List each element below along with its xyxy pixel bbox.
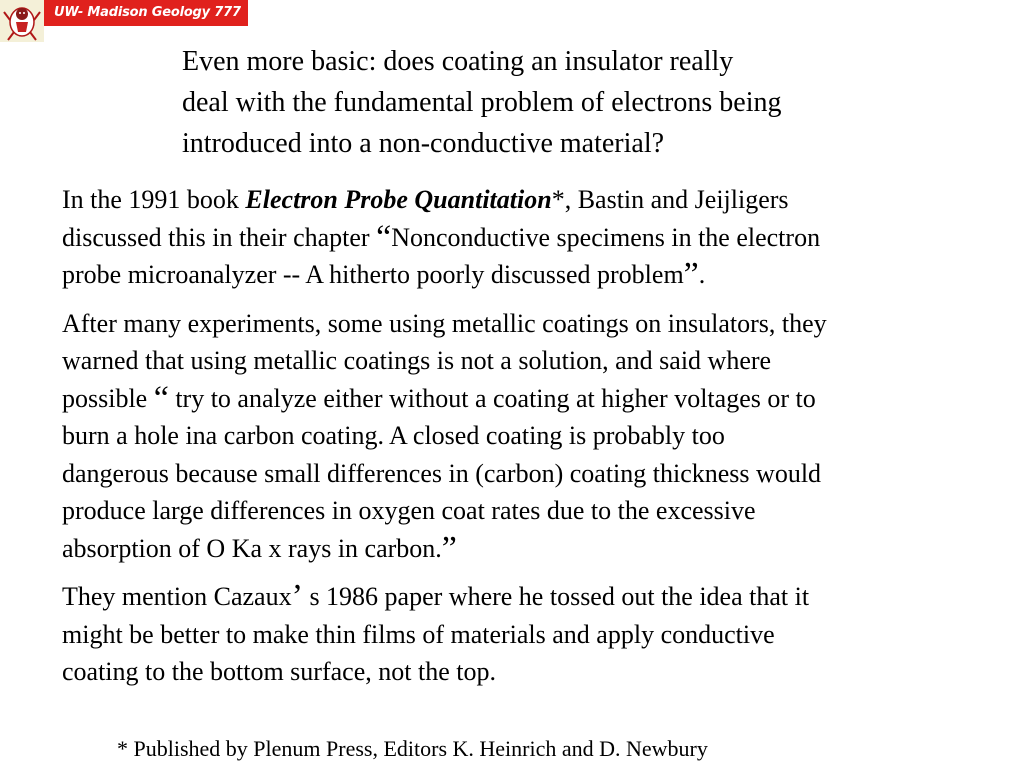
header-logo: [0, 0, 250, 42]
footnote: * Published by Plenum Press, Editors K. Heinrich and D. Newbury: [117, 736, 708, 761]
paragraph-experiments: [62, 305, 992, 568]
open-quote-mark: “: [153, 379, 169, 417]
department-banner: UW- Madison Geology 777: [44, 0, 248, 26]
open-quote-mark: “: [376, 218, 392, 256]
apostrophe-mark: ’: [291, 578, 303, 615]
text-line: coating to the bottom surface, not the top.: [62, 657, 496, 686]
text-line: burn a hole ina carbon coating. A closed coating is probably too: [62, 421, 725, 450]
text-line: warned that using metallic coatings is not a solution, and said where: [62, 346, 772, 375]
question-line: introduced into a non-conductive material?: [182, 128, 665, 159]
paragraph-book-reference: [62, 181, 992, 294]
text-line: discussed this in their chapter “Nonconductive specimens in the electron: [62, 218, 821, 256]
close-quote-mark: ”: [441, 529, 457, 567]
close-quote-mark: ”: [683, 256, 699, 293]
question-line: deal with the fundamental problem of electrons being: [182, 87, 782, 118]
book-title: Electron Probe Quantitation: [245, 185, 552, 214]
text-line: probe microanalyzer -- A hitherto poorly discussed problem”.: [62, 256, 706, 293]
question-line: Even more basic: does coating an insulator really: [182, 46, 734, 77]
text-line: They mention Cazaux’ s 1986 paper where he tossed out the idea that it: [62, 578, 810, 615]
text-line: In the 1991 book Electron Probe Quantitation*, Bastin and Jeijligers: [62, 185, 789, 214]
text-line: possible “ try to analyze either without a coating at higher voltages or to: [62, 379, 816, 417]
text-line: dangerous because small differences in (carbon) coating thickness would: [62, 458, 822, 488]
text-line: absorption of O Ka x rays in carbon.”: [62, 529, 457, 567]
text-line: produce large differences in oxygen coat rates due to the excessive: [62, 496, 756, 525]
badger-mascot-icon: [0, 0, 44, 42]
text-line: After many experiments, some using metallic coatings on insulators, they: [62, 308, 827, 338]
slide-body: [62, 181, 992, 702]
paragraph-cazaux: [62, 578, 992, 691]
slide-question: [182, 41, 962, 164]
text-line: might be better to make thin films of materials and apply conductive: [62, 619, 775, 649]
